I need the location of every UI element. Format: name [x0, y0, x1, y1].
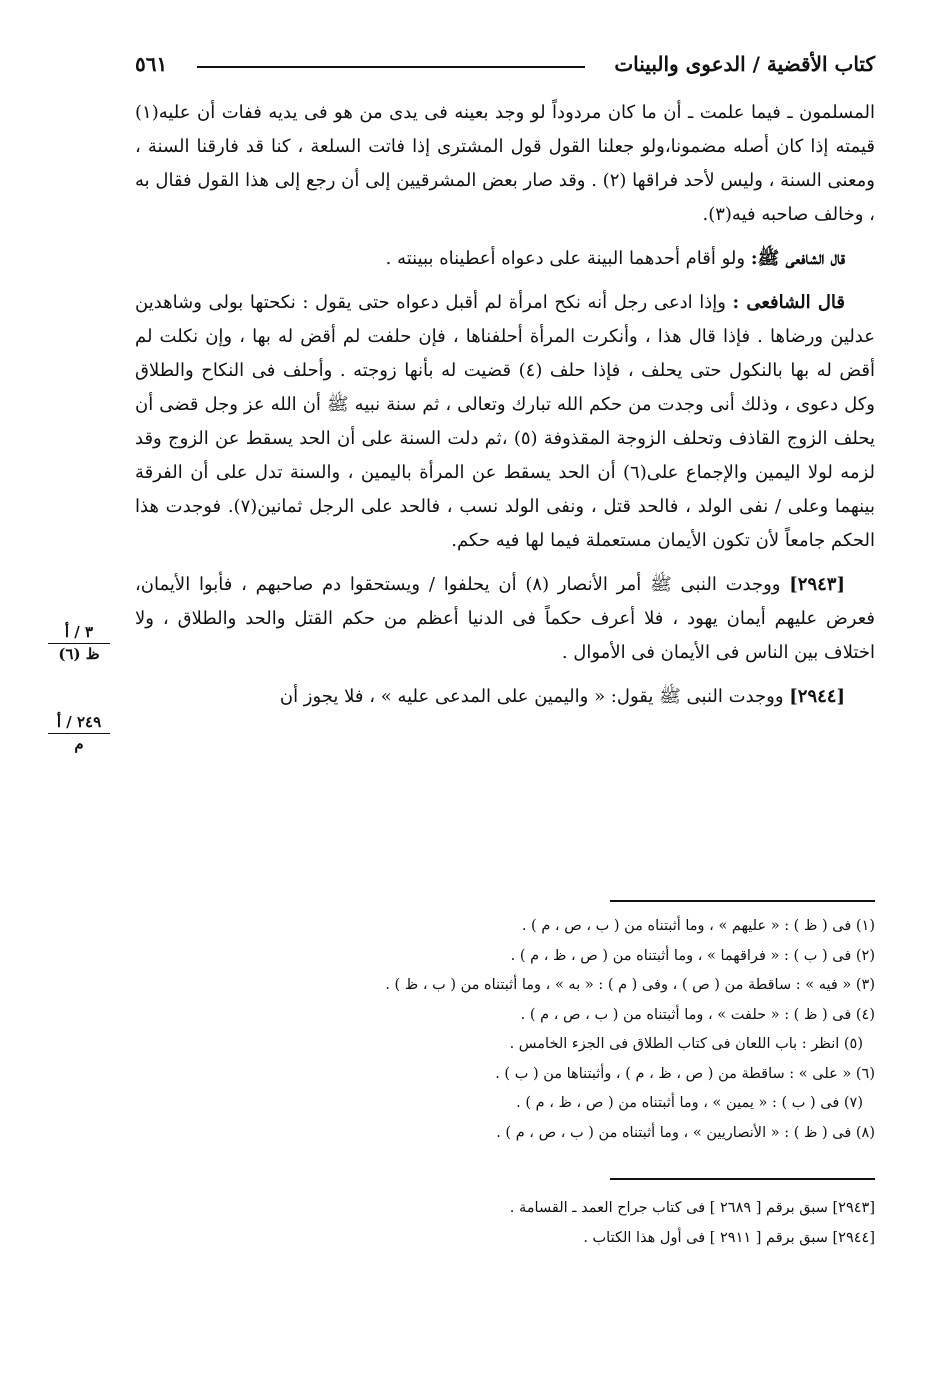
footnote: (٥) انظر : باب اللعان فى كتاب الطلاق فى الجزء الخامس .	[509, 1036, 863, 1052]
paragraph-text: المسلمون ـ فيما علمت ـ أن ما كان مردوداً لو وجد بعينه فى يدى من هو فى يديه ففات أن عليه(١) قيمته إذا كان أصله مضمونا،ولو جعلنا القول قول المشترى إذا فاتت السلعة ، كنا قد فارقنا السنة ، ومعنى السنة ، وليس لأحد فراقها (٢) . وقد صار بعض المشرقيين إلى أن رجع إلى هذا القول فقال به ، وخالف صاحبه فيه(٣).	[135, 102, 875, 225]
footnote: (٦) « على » : ساقطة من ( ص ، ظ ، م ) ، وأثبتناها من ( ب ) .	[495, 1065, 875, 1082]
header-rule	[197, 66, 585, 68]
paragraph	[135, 242, 875, 276]
footnote: (١) فى ( ظ ) : « عليهم » ، وما أثبتناه من ( ب ، ص ، م ) .	[521, 918, 875, 934]
manuscript-margin-note	[48, 712, 110, 754]
paragraph-lead: [٢٩٤٤]	[789, 686, 845, 707]
paragraph	[135, 286, 875, 558]
page-header	[135, 50, 875, 86]
footnote: (٢) فى ( ب ) : « فراقهما » ، وما أثبتناه من ( ص ، ظ ، م ) .	[510, 947, 875, 964]
margin-note-siglum: ظ (٦)	[58, 645, 100, 663]
cross-reference: [٢٩٤٤] سبق برقم [ ٢٩١١ ] فى أول هذا الكتاب .	[583, 1229, 875, 1246]
cross-reference: [٢٩٤٣] سبق برقم [ ٢٦٨٩ ] فى كتاب جراح العمد ـ القسامة .	[509, 1200, 875, 1216]
margin-note-folio: ٢٤٩ / أ	[48, 712, 110, 734]
margin-note-siglum: م	[74, 735, 84, 753]
paragraph	[135, 680, 875, 714]
running-title: كتاب الأقضية / الدعوى والبينات	[614, 52, 875, 76]
footnote: (٤) فى ( ظ ) : « حلفت » ، وما أثبتناه من ( ب ، ص ، م ) .	[520, 1006, 875, 1023]
cross-ref-rule	[610, 1178, 875, 1180]
page-number: ٥٦١	[135, 52, 168, 76]
footnote-list	[135, 912, 875, 1148]
paragraph-text: وإذا ادعى رجل أنه نكح امرأة لم أقبل دعواه حتى يقول : نكحتها بولى وشاهدين عدلين ورضاها . فإذا قال هذا ، وأنكرت المرأة أحلفناها ، فإن حلفت لم أقض له بها ، وإن نكلت لم أقض له بها بالنكول حتى يحلف ، فإذا حلف (٤) قضيت له بأنها زوجته . وأحلف فى النكاح والطلاق وكل دعوى ، وذلك أنى وجدت من حكم الله تبارك وتعالى ، ثم سنة نبيه ﷺ أن الله عز وجل قضى أن يحلف الزوج القاذف وتحلف الزوجة المقذوفة (٥) ،ثم دلت السنة على أن الحد يسقط عن الزوج وقد لزمه لولا اليمين والإجماع على(٦) أن الحد يسقط عن المرأة باليمين ، والسنة تدل على أن الفرقة بينهما وعلى / نفى الولد ، فالحد قتل ، ونفى الولد نسب ، فالحد على الرجل ثمانين(٧). فوجدت هذا الحكم جامعاً لأن تكون الأيمان مستعملة فيما لها فيه حكم.	[135, 292, 876, 551]
footnote: (٣) « فيه » : ساقطة من ( ص ) ، وفى ( م ) : « به » ، وما أثبتناه من ( ب ، ظ ) .	[385, 977, 875, 993]
manuscript-margin-note	[48, 622, 110, 664]
paragraph-text: ووجدت النبى ﷺ أمر الأنصار (٨) أن يحلفوا / ويستحقوا دم صاحبهم ، فأبوا الأيمان، فعرض عليهم أيمان يهود ، فلا أعرف حكماً فى الدنيا أعظم من حكم القتل والحد والطلاق ، ولا اختلاف بين الناس فى الأيمان فى الأموال .	[135, 574, 875, 663]
footnote: (٨) فى ( ظ ) : « الأنصاريين » ، وما أثبتناه من ( ب ، ص ، م ) .	[496, 1124, 875, 1141]
main-text	[135, 96, 875, 724]
paragraph	[135, 568, 875, 670]
paragraph-text: ووجدت النبى ﷺ يقول: « واليمين على المدعى عليه » ، فلا يجوز أن	[279, 686, 790, 707]
cross-reference-list	[135, 1194, 875, 1253]
paragraph-lead: قال الشافعى ﷺ:	[750, 248, 845, 269]
footnote-rule	[610, 900, 875, 902]
margin-note-folio: ٣ / أ	[48, 622, 110, 644]
paragraph-text: ولو أقام أحدهما البينة على دعواه أعطيناه ببينته .	[385, 248, 751, 269]
paragraph	[135, 96, 875, 232]
paragraph-lead: [٢٩٤٣]	[789, 574, 845, 595]
footnote: (٧) فى ( ب ) : « يمين » ، وما أثبتناه من ( ص ، ظ ، م ) .	[516, 1095, 863, 1111]
paragraph-lead: قال الشافعى :	[732, 292, 845, 313]
